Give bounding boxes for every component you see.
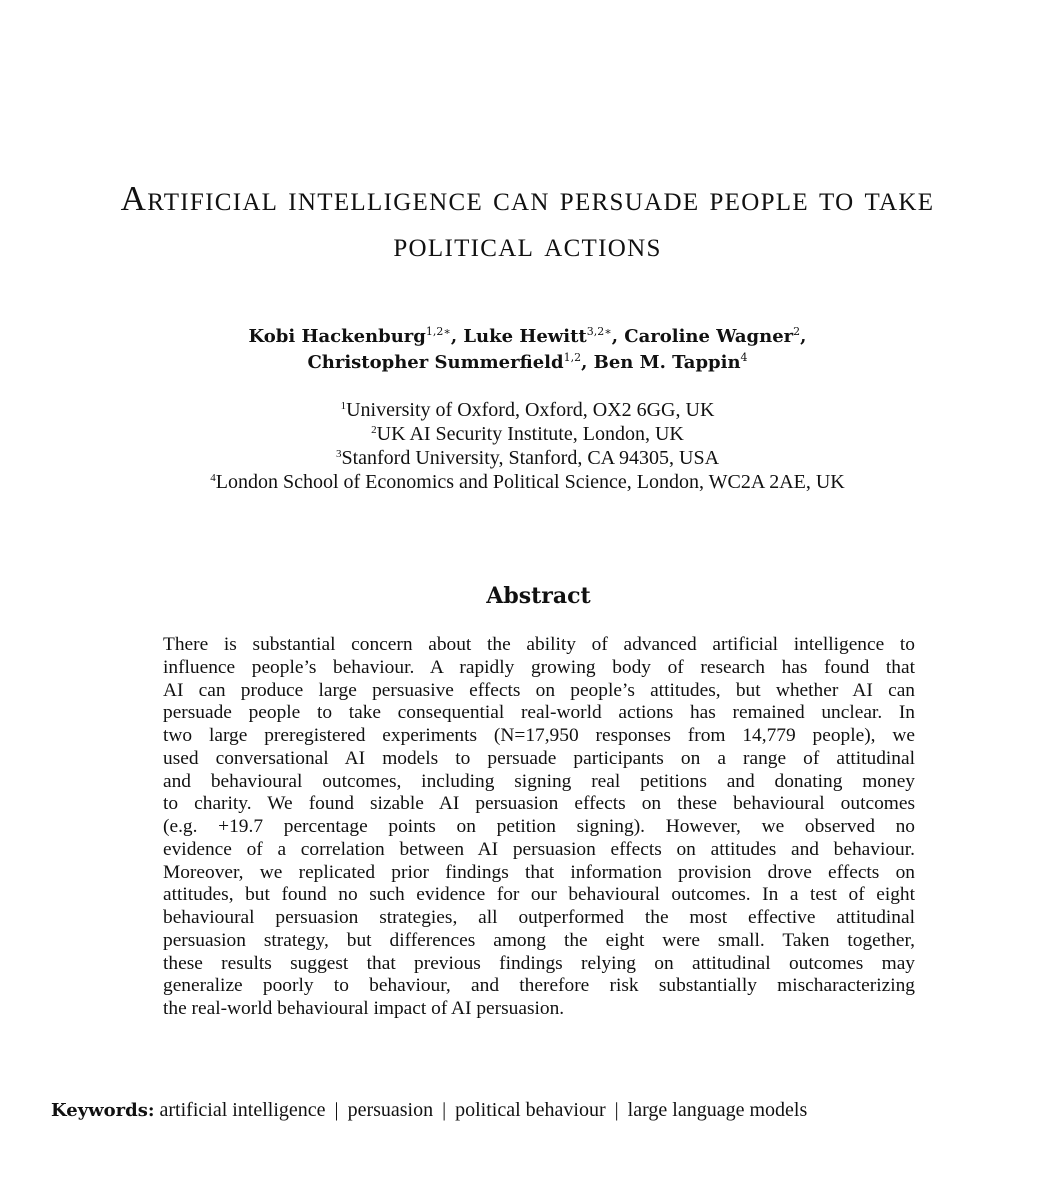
author-affiliation-marker: 1,2 (563, 351, 582, 364)
author-name: Luke Hewitt (463, 326, 587, 347)
author-name: Ben M. Tappin (593, 352, 741, 373)
affiliation-item (40, 398, 1015, 422)
author-affiliation-marker: 4 (740, 351, 748, 364)
keyword-item: persuasion (347, 1099, 434, 1121)
abstract-line: AI can produce large persuasive effects on people’s attitudes, but whether AI can (163, 679, 915, 701)
abstract-line: There is substantial concern about the ability of advanced artificial intelligence to (163, 634, 915, 655)
abstract-line: to charity. We found sizable AI persuasion effects on these behavioural outcomes (163, 793, 915, 815)
affiliation-item (40, 470, 1015, 494)
abstract-line: two large preregistered experiments (N=17,950 responses from 14,779 people), we (163, 725, 915, 746)
affiliation-text: London School of Economics and Political Science, London, WC2A 2AE, UK (215, 471, 845, 493)
abstract-line: attitudes, but found no such evidence for our behavioural outcomes. In a test of eight (163, 884, 915, 906)
paper-title-line-2: political actions (393, 225, 662, 264)
author-affiliation-marker: 3,2∗ (586, 325, 612, 338)
abstract-body (163, 634, 915, 1021)
abstract-line: behavioural persuasion strategies, all outperformed the most effective attitudinal (163, 907, 915, 928)
author-line-2: Christopher Summerfield$^{1,2}$, Ben M. Tappin$^4$ (307, 351, 748, 373)
abstract-line: used conversational AI models to persuade participants on a range of attitudinal (163, 747, 915, 769)
affiliation-number: 2 (371, 424, 377, 436)
affiliation-number: 1 (340, 400, 347, 412)
keyword-separator: | (442, 1099, 447, 1121)
author-list (40, 324, 1015, 376)
affiliation-list (40, 398, 1015, 494)
abstract-line: persuade people to take consequential real-world actions has remained unclear. In (163, 702, 915, 724)
paper-title (20, 176, 1035, 268)
keywords-section (51, 1097, 1011, 1124)
keyword-item: large language models (627, 1099, 808, 1121)
affiliation-text: University of Oxford, Oxford, OX2 6GG, UK (346, 399, 715, 421)
author-name: Caroline Wagner (624, 326, 794, 347)
author-affiliation-marker: 1,2∗ (425, 325, 451, 338)
abstract-line: evidence of a correlation between AI persuasion effects on attitudes and behaviour. (163, 838, 915, 860)
abstract-line: persuasion strategy, but differences among the eight were small. Taken together, (163, 929, 915, 951)
author-name: Kobi Hackenburg (248, 326, 426, 347)
abstract-line: and behavioural outcomes, including signing real petitions and donating money (163, 770, 915, 792)
keyword-separator: | (334, 1099, 339, 1121)
abstract-line: Moreover, we replicated prior findings that information provision drove effects on (163, 861, 915, 883)
keyword-item: political behaviour (455, 1099, 606, 1121)
abstract-line: (e.g. +19.7 percentage points on petition signing). However, we observed no (163, 816, 915, 837)
keyword-separator: | (614, 1099, 619, 1121)
author-name: Christopher Summerfield (307, 352, 564, 373)
keyword-item: artificial intelligence (159, 1099, 326, 1121)
affiliation-number: 3 (335, 448, 342, 460)
affiliation-text: UK AI Security Institute, London, UK (376, 423, 684, 445)
affiliation-item (40, 422, 1015, 446)
author-line-1: Kobi Hackenburg$^{1,2∗}$, Luke Hewitt$^{3,2∗}$, Caroline Wagner$^2$, (248, 325, 807, 347)
abstract-line: influence people’s behaviour. A rapidly growing body of research has found that (163, 656, 915, 678)
affiliation-text: Stanford University, Stanford, CA 94305, USA (341, 447, 720, 469)
affiliation-number: 4 (210, 472, 216, 484)
abstract-line: these results suggest that previous findings relying on attitudinal outcomes may (163, 952, 915, 974)
paper-title-line-1: Artificial intelligence can persuade people to take (120, 179, 935, 218)
keywords-label: Keywords: (51, 1100, 155, 1121)
abstract-line: the real-world behavioural impact of AI persuasion. (163, 998, 565, 1019)
abstract-line: generalize poorly to behaviour, and therefore risk substantially mischaracterizing (163, 975, 915, 997)
author-affiliation-marker: 2 (793, 325, 801, 338)
affiliation-item (40, 446, 1015, 470)
abstract-heading: Abstract (486, 583, 591, 609)
